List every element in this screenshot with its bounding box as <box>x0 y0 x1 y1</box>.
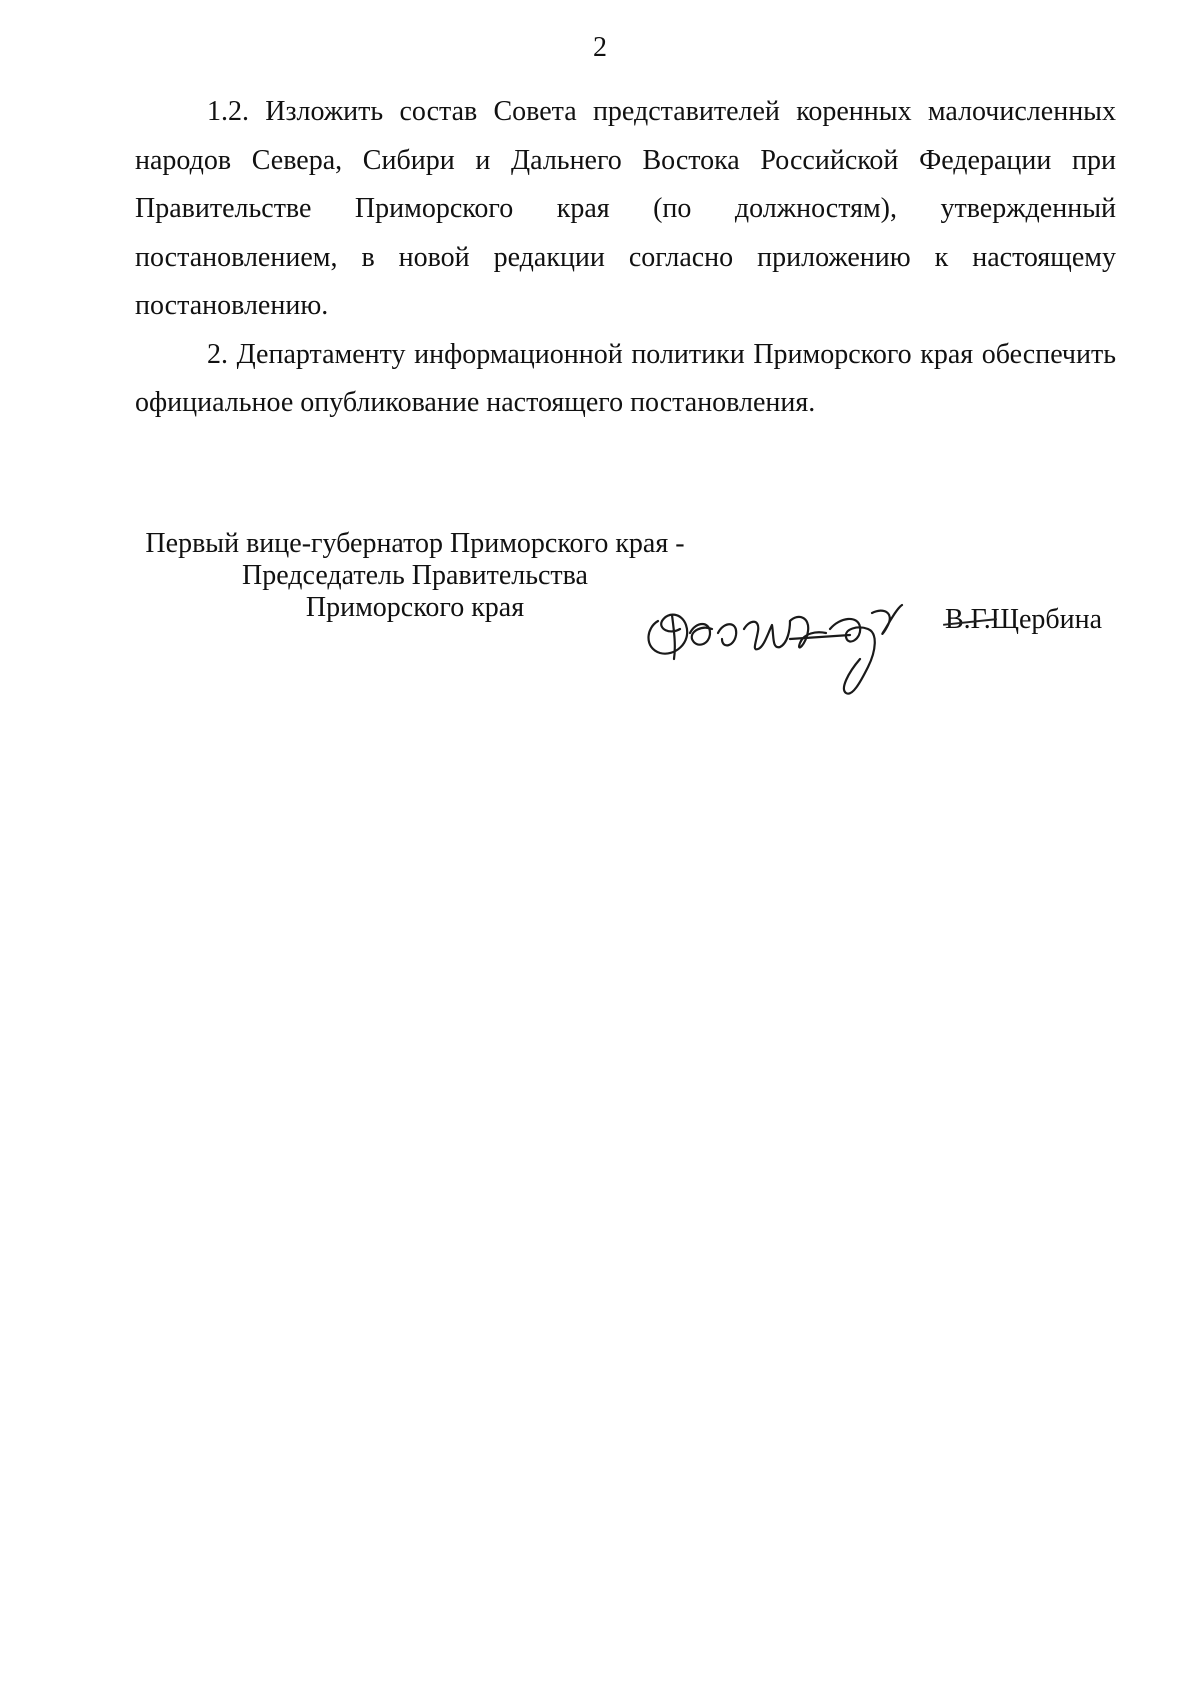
signatory-title-line-2: Председатель Правительства <box>242 560 588 591</box>
page-number: 2 <box>593 32 607 63</box>
signatory-surname: Щербина <box>990 604 1103 635</box>
document-body <box>135 88 1116 428</box>
signatory-name <box>945 604 1102 636</box>
paragraph-1-2: 1.2. Изложить состав Совета представителей коренных малочисленных народов Севера, Сибири и Дальнего Востока Российской Федерации при Правительстве Приморского края (по должностям), утвержденный постановлением, в новой редакции согласно приложению к настоящему постановлению. <box>135 96 1116 321</box>
signature-block <box>135 528 1135 688</box>
signatory-title-line-3: Приморского края <box>305 592 525 623</box>
paragraph-2: 2. Департаменту информационной политики Приморского края обеспечить официальное опубликование настоящего постановления. <box>135 338 1116 418</box>
handwritten-signature-icon <box>640 573 940 708</box>
signatory-title-line-1: Первый вице-губернатор Приморского края - <box>145 528 685 559</box>
signatory-title <box>135 528 695 624</box>
signatory-initials: В.Г. <box>945 604 991 635</box>
